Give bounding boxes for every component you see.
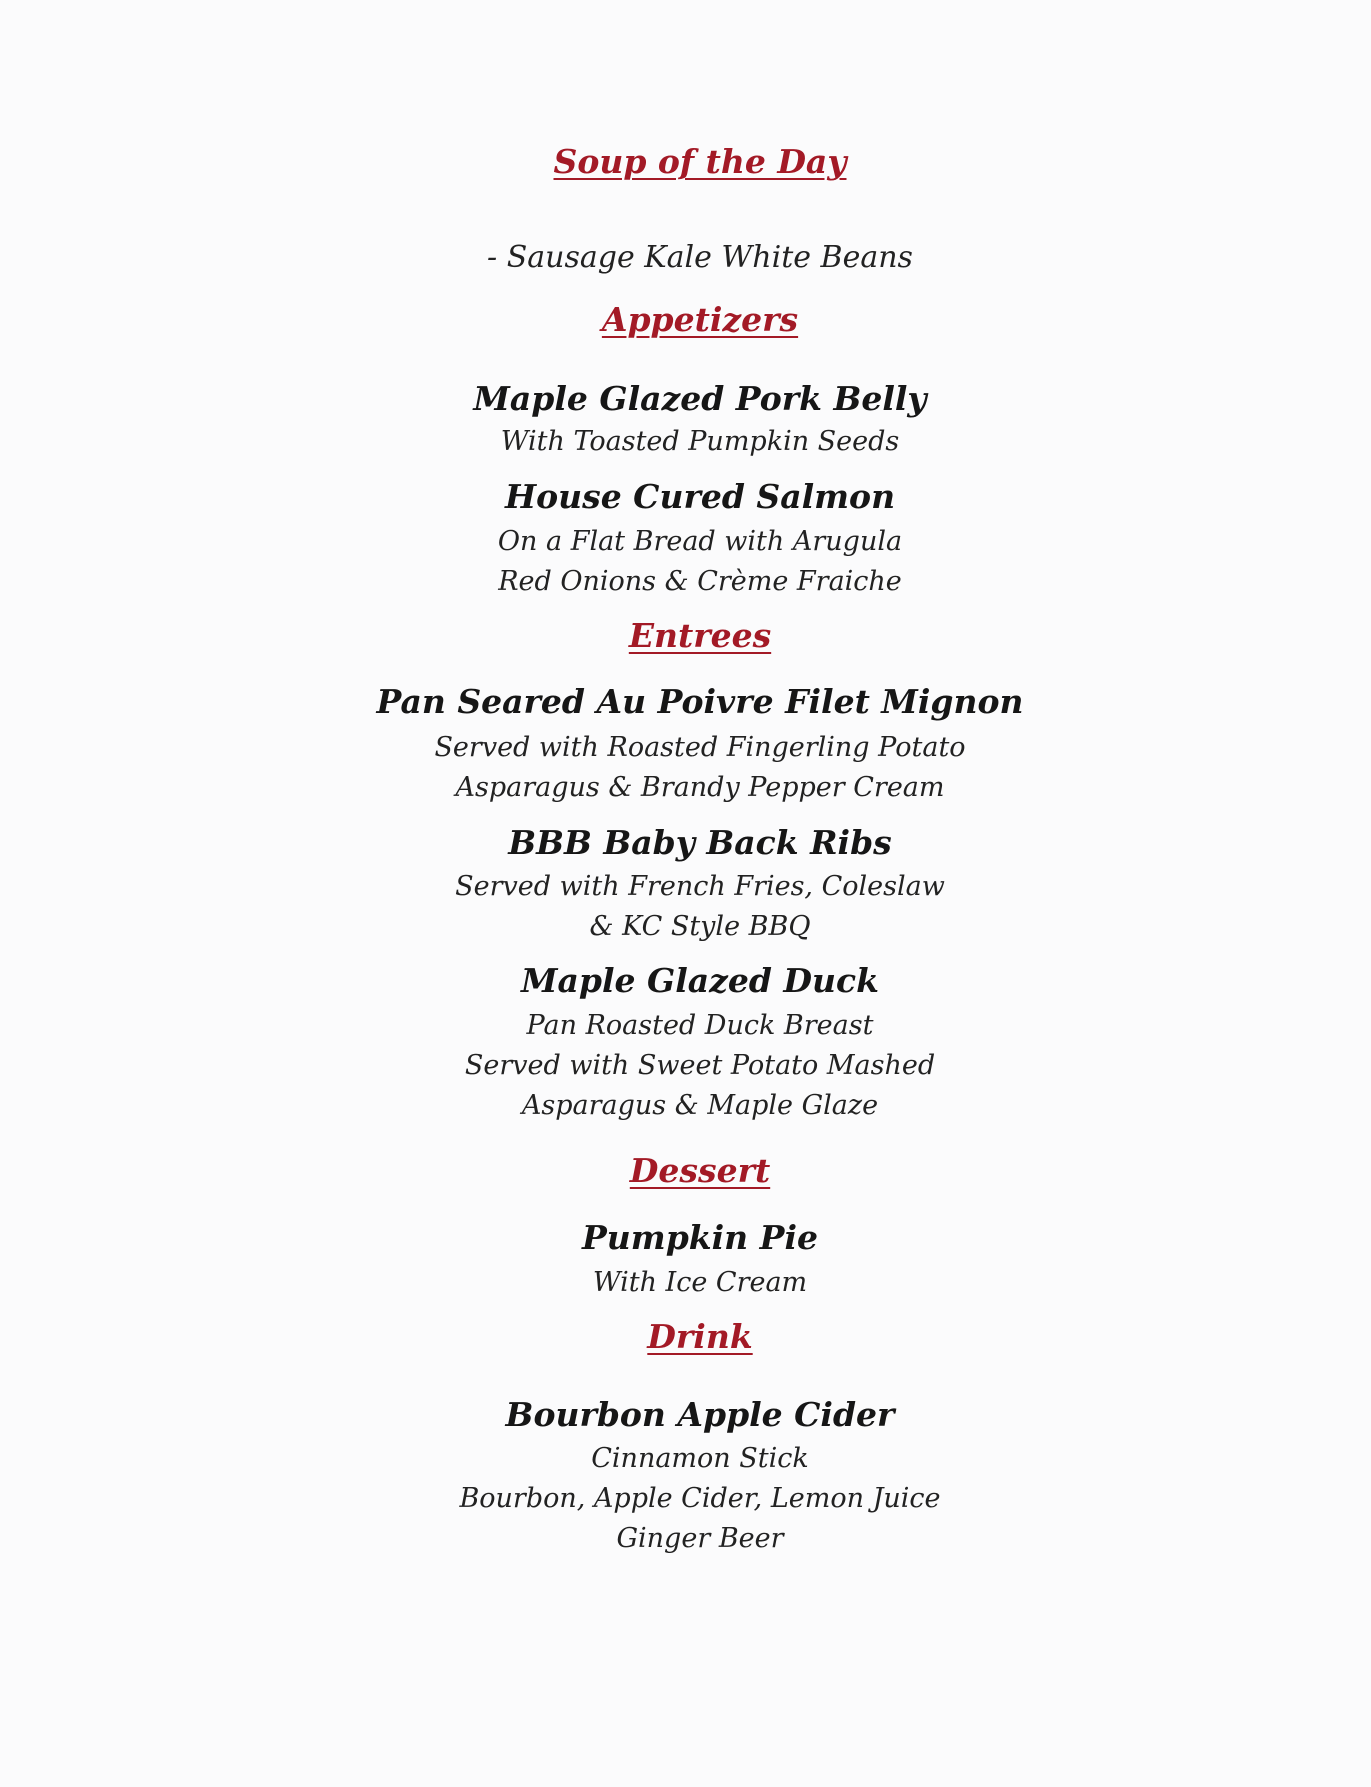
entree-description: Asparagus & Maple Glaze [521, 1090, 879, 1121]
dessert-heading: Dessert [629, 1151, 771, 1190]
drink-description: Cinnamon Stick [591, 1443, 809, 1474]
drink-description: Bourbon, Apple Cider, Lemon Juice [459, 1483, 941, 1514]
drink-name: Bourbon Apple Cider [505, 1395, 895, 1434]
drink-heading: Drink [647, 1317, 753, 1356]
entree-name: Pan Seared Au Poivre Filet Mignon [376, 682, 1024, 721]
dessert-description: With Ice Cream [592, 1267, 808, 1298]
entree-name: BBB Baby Back Ribs [508, 823, 892, 862]
appetizer-description: Red Onions & Crème Fraiche [498, 566, 902, 597]
entrees-heading: Entrees [628, 616, 772, 655]
drink-description: Ginger Beer [616, 1523, 784, 1554]
appetizer-name: House Cured Salmon [504, 477, 896, 516]
entree-description: Asparagus & Brandy Pepper Cream [455, 772, 945, 803]
entree-description: Served with Roasted Fingerling Potato [434, 732, 966, 763]
entree-description: Pan Roasted Duck Breast [526, 1010, 874, 1041]
appetizers-heading: Appetizers [601, 300, 799, 339]
entree-description: & KC Style BBQ [589, 911, 811, 942]
soup-heading: Soup of the Day [553, 142, 847, 181]
soup-item: - Sausage Kale White Beans [487, 240, 913, 275]
appetizer-description: With Toasted Pumpkin Seeds [500, 426, 900, 457]
entree-name: Maple Glazed Duck [521, 961, 879, 1000]
dessert-name: Pumpkin Pie [581, 1218, 819, 1257]
appetizer-description: On a Flat Bread with Arugula [497, 526, 903, 557]
appetizer-name: Maple Glazed Pork Belly [473, 379, 927, 418]
entree-description: Served with Sweet Potato Mashed [464, 1050, 936, 1081]
entree-description: Served with French Fries, Coleslaw [455, 871, 945, 902]
